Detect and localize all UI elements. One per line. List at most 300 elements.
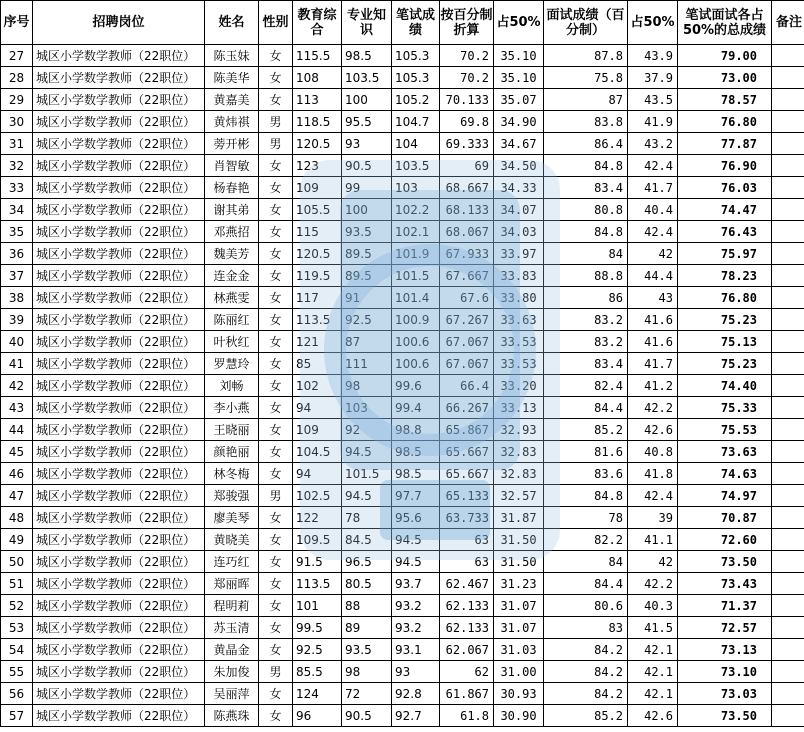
cell-no: 47 [1,485,33,507]
cell-professional: 94.5 [342,441,392,463]
cell-written: 100.6 [392,331,440,353]
cell-remark [772,463,804,485]
cell-written-50: 32.57 [494,485,544,507]
cell-interview-50: 42.4 [628,485,678,507]
cell-written: 104.7 [392,111,440,133]
cell-no: 33 [1,177,33,199]
cell-written: 102.1 [392,221,440,243]
cell-written: 99.4 [392,397,440,419]
header-no: 序号 [1,1,33,45]
cell-no: 28 [1,67,33,89]
cell-position: 城区小学数学教师（22职位） [33,573,205,595]
table-row [1,243,804,265]
cell-total: 77.87 [678,133,772,155]
cell-name: 黄晓美 [205,529,259,551]
cell-sex: 女 [259,463,293,485]
table-body [1,45,804,727]
table-row [1,133,804,155]
cell-written-50: 32.83 [494,463,544,485]
cell-education: 102.5 [293,485,342,507]
cell-interview: 83.2 [544,331,628,353]
cell-no: 51 [1,573,33,595]
table-row [1,45,804,67]
cell-interview-50: 42.6 [628,705,678,727]
cell-name: 李小燕 [205,397,259,419]
cell-total: 76.43 [678,221,772,243]
cell-written: 100.9 [392,309,440,331]
cell-no: 29 [1,89,33,111]
cell-position: 城区小学数学教师（22职位） [33,155,205,177]
cell-percent: 66.267 [440,397,494,419]
cell-position: 城区小学数学教师（22职位） [33,705,205,727]
cell-percent: 70.2 [440,67,494,89]
table-row [1,309,804,331]
cell-remark [772,67,804,89]
cell-remark [772,683,804,705]
table-row [1,375,804,397]
cell-interview-50: 43.5 [628,89,678,111]
header-name: 姓名 [205,1,259,45]
cell-name: 廖美琴 [205,507,259,529]
cell-remark [772,243,804,265]
cell-percent: 62.467 [440,573,494,595]
table-row [1,353,804,375]
cell-sex: 女 [259,639,293,661]
cell-interview: 80.6 [544,595,628,617]
cell-percent: 62.133 [440,617,494,639]
cell-total: 75.23 [678,353,772,375]
cell-written-50: 35.10 [494,45,544,67]
cell-name: 刘畅 [205,375,259,397]
cell-remark [772,177,804,199]
cell-professional: 98 [342,661,392,683]
cell-education: 99.5 [293,617,342,639]
cell-position: 城区小学数学教师（22职位） [33,507,205,529]
cell-professional: 103 [342,397,392,419]
cell-no: 42 [1,375,33,397]
cell-written: 98.5 [392,441,440,463]
header-row [1,1,804,45]
table-row [1,595,804,617]
cell-name: 黄晶金 [205,639,259,661]
header-interview-50: 占50% [628,1,678,45]
cell-education: 115.5 [293,45,342,67]
cell-written-50: 35.07 [494,89,544,111]
cell-interview-50: 42 [628,243,678,265]
cell-no: 31 [1,133,33,155]
cell-education: 92.5 [293,639,342,661]
cell-position: 城区小学数学教师（22职位） [33,617,205,639]
cell-percent: 62.067 [440,639,494,661]
cell-name: 黄炜祺 [205,111,259,133]
cell-written: 93.2 [392,595,440,617]
cell-written-50: 30.90 [494,705,544,727]
cell-interview-50: 42.2 [628,573,678,595]
table-row [1,199,804,221]
cell-interview-50: 41.6 [628,331,678,353]
cell-sex: 女 [259,45,293,67]
cell-sex: 女 [259,331,293,353]
cell-remark [772,485,804,507]
cell-total: 79.00 [678,45,772,67]
cell-no: 32 [1,155,33,177]
cell-position: 城区小学数学教师（22职位） [33,375,205,397]
cell-written-50: 31.03 [494,639,544,661]
cell-education: 109 [293,177,342,199]
cell-education: 119.5 [293,265,342,287]
cell-interview-50: 43 [628,287,678,309]
cell-percent: 70.133 [440,89,494,111]
cell-sex: 女 [259,89,293,111]
cell-interview: 82.4 [544,375,628,397]
cell-sex: 女 [259,353,293,375]
cell-written: 93.1 [392,639,440,661]
cell-professional: 98 [342,375,392,397]
cell-interview: 86.4 [544,133,628,155]
cell-interview-50: 41.1 [628,529,678,551]
cell-professional: 93 [342,133,392,155]
cell-total: 75.23 [678,309,772,331]
cell-written: 102.2 [392,199,440,221]
cell-remark [772,111,804,133]
cell-name: 郑丽晖 [205,573,259,595]
cell-professional: 101.5 [342,463,392,485]
cell-total: 76.80 [678,111,772,133]
cell-written-50: 34.67 [494,133,544,155]
cell-education: 104.5 [293,441,342,463]
cell-professional: 88 [342,595,392,617]
cell-total: 76.90 [678,155,772,177]
cell-position: 城区小学数学教师（22职位） [33,67,205,89]
cell-interview-50: 42.1 [628,639,678,661]
cell-sex: 男 [259,111,293,133]
cell-percent: 65.667 [440,441,494,463]
cell-name: 叶秋红 [205,331,259,353]
cell-written: 92.8 [392,683,440,705]
cell-interview: 84.2 [544,639,628,661]
cell-interview: 83.2 [544,309,628,331]
cell-education: 94 [293,397,342,419]
cell-written-50: 31.07 [494,595,544,617]
cell-percent: 67.6 [440,287,494,309]
cell-written-50: 33.20 [494,375,544,397]
cell-education: 115 [293,221,342,243]
table-row [1,639,804,661]
cell-interview-50: 43.2 [628,133,678,155]
cell-written: 99.6 [392,375,440,397]
cell-position: 城区小学数学教师（22职位） [33,243,205,265]
cell-professional: 80.5 [342,573,392,595]
table-row [1,661,804,683]
cell-professional: 89 [342,617,392,639]
table-row [1,89,804,111]
cell-professional: 89.5 [342,265,392,287]
cell-sex: 女 [259,309,293,331]
cell-written-50: 31.07 [494,617,544,639]
cell-percent: 67.267 [440,309,494,331]
cell-education: 101 [293,595,342,617]
cell-professional: 96.5 [342,551,392,573]
cell-written-50: 33.80 [494,287,544,309]
cell-remark [772,375,804,397]
cell-written-50: 34.50 [494,155,544,177]
cell-written-50: 34.03 [494,221,544,243]
cell-name: 苏玉清 [205,617,259,639]
cell-written: 94.5 [392,529,440,551]
cell-interview-50: 41.6 [628,309,678,331]
cell-name: 魏美芳 [205,243,259,265]
cell-name: 陈美华 [205,67,259,89]
table-row [1,529,804,551]
cell-written: 98.5 [392,463,440,485]
cell-percent: 65.867 [440,419,494,441]
cell-sex: 女 [259,243,293,265]
cell-interview-50: 40.8 [628,441,678,463]
cell-remark [772,331,804,353]
cell-name: 邓燕招 [205,221,259,243]
cell-professional: 94.5 [342,485,392,507]
cell-written: 101.9 [392,243,440,265]
cell-education: 117 [293,287,342,309]
cell-interview-50: 42.4 [628,155,678,177]
cell-total: 73.10 [678,661,772,683]
cell-total: 72.57 [678,617,772,639]
cell-remark [772,221,804,243]
cell-no: 45 [1,441,33,463]
cell-no: 43 [1,397,33,419]
table-row [1,441,804,463]
cell-no: 54 [1,639,33,661]
cell-total: 75.53 [678,419,772,441]
cell-remark [772,573,804,595]
cell-professional: 95.5 [342,111,392,133]
header-written-50: 占50% [494,1,544,45]
cell-interview: 78 [544,507,628,529]
cell-interview: 82.2 [544,529,628,551]
cell-interview: 84.4 [544,397,628,419]
cell-position: 城区小学数学教师（22职位） [33,265,205,287]
cell-name: 罗慧玲 [205,353,259,375]
cell-no: 38 [1,287,33,309]
table-row [1,221,804,243]
cell-position: 城区小学数学教师（22职位） [33,485,205,507]
cell-education: 113.5 [293,309,342,331]
cell-interview: 83 [544,617,628,639]
cell-written-50: 31.87 [494,507,544,529]
cell-sex: 女 [259,221,293,243]
cell-interview-50: 42.1 [628,683,678,705]
cell-name: 蒡开彬 [205,133,259,155]
cell-interview: 84 [544,551,628,573]
cell-professional: 103.5 [342,67,392,89]
cell-written-50: 33.53 [494,353,544,375]
table-row [1,507,804,529]
cell-education: 109.5 [293,529,342,551]
cell-education: 85 [293,353,342,375]
cell-interview-50: 42.6 [628,419,678,441]
cell-percent: 65.133 [440,485,494,507]
cell-remark [772,529,804,551]
cell-no: 55 [1,661,33,683]
cell-remark [772,705,804,727]
cell-professional: 78 [342,507,392,529]
cell-no: 50 [1,551,33,573]
cell-education: 123 [293,155,342,177]
cell-no: 30 [1,111,33,133]
cell-percent: 69 [440,155,494,177]
cell-interview-50: 44.4 [628,265,678,287]
cell-remark [772,639,804,661]
cell-name: 颜艳丽 [205,441,259,463]
cell-position: 城区小学数学教师（22职位） [33,111,205,133]
cell-interview: 87 [544,89,628,111]
cell-percent: 67.067 [440,331,494,353]
cell-written: 92.7 [392,705,440,727]
cell-position: 城区小学数学教师（22职位） [33,287,205,309]
cell-interview: 83.6 [544,463,628,485]
cell-professional: 91 [342,287,392,309]
cell-position: 城区小学数学教师（22职位） [33,639,205,661]
cell-no: 40 [1,331,33,353]
cell-interview: 84.2 [544,661,628,683]
cell-written-50: 32.93 [494,419,544,441]
cell-total: 78.23 [678,265,772,287]
cell-written-50: 32.83 [494,441,544,463]
header-written: 笔试成绩 [392,1,440,45]
cell-name: 王晓丽 [205,419,259,441]
cell-written: 104 [392,133,440,155]
cell-name: 连巧红 [205,551,259,573]
cell-professional: 98.5 [342,45,392,67]
cell-interview: 84.2 [544,683,628,705]
cell-percent: 67.933 [440,243,494,265]
cell-sex: 女 [259,287,293,309]
cell-sex: 女 [259,441,293,463]
cell-percent: 62.133 [440,595,494,617]
cell-sex: 女 [259,265,293,287]
cell-percent: 68.667 [440,177,494,199]
cell-percent: 67.067 [440,353,494,375]
cell-no: 35 [1,221,33,243]
cell-name: 陈丽红 [205,309,259,331]
cell-interview: 83.8 [544,111,628,133]
cell-professional: 100 [342,89,392,111]
cell-position: 城区小学数学教师（22职位） [33,529,205,551]
cell-remark [772,353,804,375]
cell-written: 105.3 [392,45,440,67]
cell-sex: 男 [259,133,293,155]
cell-sex: 女 [259,199,293,221]
table-row [1,111,804,133]
cell-position: 城区小学数学教师（22职位） [33,133,205,155]
cell-percent: 68.133 [440,199,494,221]
cell-no: 39 [1,309,33,331]
cell-interview: 83.4 [544,177,628,199]
cell-written: 101.5 [392,265,440,287]
cell-remark [772,661,804,683]
cell-education: 96 [293,705,342,727]
cell-percent: 63.733 [440,507,494,529]
cell-sex: 女 [259,397,293,419]
cell-position: 城区小学数学教师（22职位） [33,397,205,419]
cell-name: 程明莉 [205,595,259,617]
cell-position: 城区小学数学教师（22职位） [33,419,205,441]
cell-total: 73.43 [678,573,772,595]
cell-professional: 90.5 [342,155,392,177]
cell-professional: 84.5 [342,529,392,551]
cell-written: 98.8 [392,419,440,441]
cell-total: 71.37 [678,595,772,617]
cell-remark [772,287,804,309]
cell-remark [772,155,804,177]
cell-no: 36 [1,243,33,265]
cell-no: 57 [1,705,33,727]
cell-written: 100.6 [392,353,440,375]
cell-education: 105.5 [293,199,342,221]
cell-education: 120.5 [293,243,342,265]
cell-written: 93.7 [392,573,440,595]
cell-interview: 75.8 [544,67,628,89]
cell-position: 城区小学数学教师（22职位） [33,331,205,353]
table-row [1,265,804,287]
cell-percent: 63 [440,551,494,573]
cell-sex: 女 [259,617,293,639]
cell-interview: 84.8 [544,155,628,177]
cell-education: 108 [293,67,342,89]
cell-written: 95.6 [392,507,440,529]
cell-professional: 92 [342,419,392,441]
cell-remark [772,507,804,529]
cell-no: 37 [1,265,33,287]
cell-written-50: 33.53 [494,331,544,353]
cell-no: 27 [1,45,33,67]
cell-percent: 63 [440,529,494,551]
cell-percent: 65.667 [440,463,494,485]
cell-interview-50: 41.7 [628,353,678,375]
cell-remark [772,397,804,419]
cell-interview-50: 42.1 [628,661,678,683]
cell-interview: 84.4 [544,573,628,595]
cell-interview-50: 41.7 [628,177,678,199]
cell-interview-50: 42.2 [628,397,678,419]
cell-total: 76.80 [678,287,772,309]
cell-sex: 男 [259,485,293,507]
cell-name: 吴丽萍 [205,683,259,705]
cell-professional: 72 [342,683,392,705]
cell-interview-50: 41.8 [628,463,678,485]
cell-sex: 女 [259,67,293,89]
header-interview: 面试成绩（百分制） [544,1,628,45]
header-sex: 性别 [259,1,293,45]
cell-professional: 92.5 [342,309,392,331]
cell-written: 93 [392,661,440,683]
cell-name: 陈玉妹 [205,45,259,67]
cell-percent: 61.867 [440,683,494,705]
table-row [1,67,804,89]
cell-interview-50: 41.2 [628,375,678,397]
cell-education: 113 [293,89,342,111]
cell-position: 城区小学数学教师（22职位） [33,441,205,463]
cell-professional: 90.5 [342,705,392,727]
cell-remark [772,133,804,155]
cell-sex: 女 [259,177,293,199]
table-row [1,617,804,639]
cell-written: 103.5 [392,155,440,177]
cell-name: 郑骏强 [205,485,259,507]
cell-written-50: 33.13 [494,397,544,419]
cell-interview: 84.8 [544,221,628,243]
cell-remark [772,551,804,573]
